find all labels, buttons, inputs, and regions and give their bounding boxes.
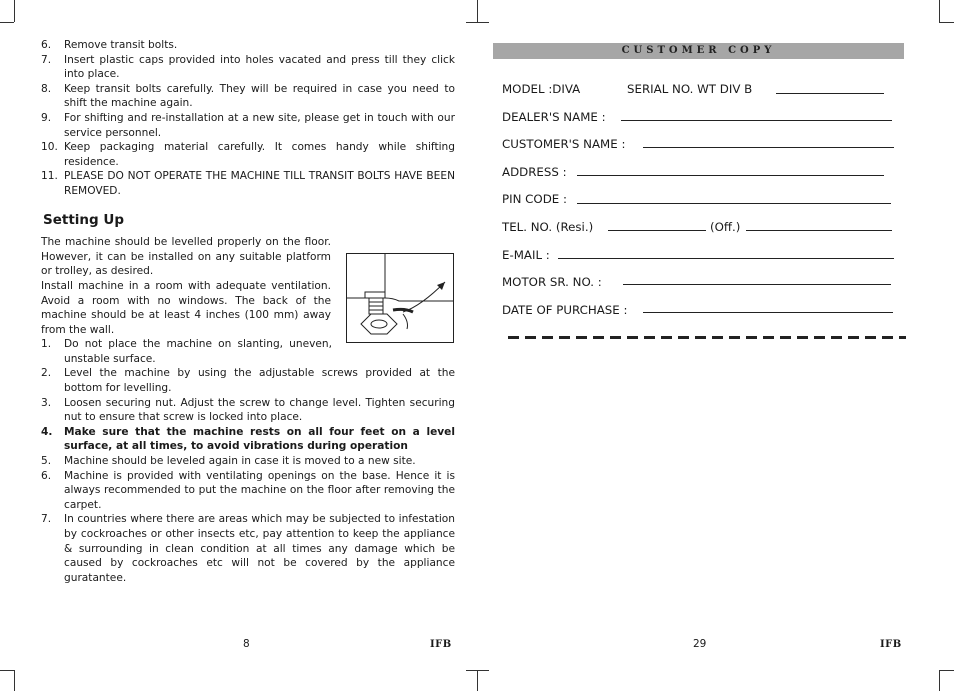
motor-sr-field[interactable] [623,284,891,285]
pin-code-field[interactable] [577,203,891,204]
serial-number-field[interactable] [776,93,884,94]
crop-mark [14,670,15,691]
crop-mark [466,670,489,671]
cut-line [508,336,906,339]
model-label: MODEL :DIVA [502,82,581,96]
brand-logo: IFB [880,639,902,650]
crop-mark [14,0,15,22]
list-item: 11. PLEASE DO NOT OPERATE THE MACHINE TILL TRANSIT BOLTS HAVE BEEN REMOVED. [41,170,455,197]
intro-paragraph: The machine should be levelled properly on the floor. However, it can be installed on any suitable platform or trolley, as desired. [41,236,331,278]
levelling-foot-illustration [346,253,454,343]
crop-mark [939,670,940,691]
purchase-date-label: DATE OF PURCHASE : [502,303,628,317]
page-number: 8 [243,638,250,650]
purchase-date-field[interactable] [643,312,893,313]
tel-off-field[interactable] [746,230,892,231]
email-field[interactable] [558,258,894,259]
list-item: 1. Do not place the machine on slanting, uneven, unstable surface. [41,338,332,365]
pin-code-label: PIN CODE : [502,192,567,206]
tel-resi-label: TEL. NO. (Resi.) [502,220,594,234]
list-item: 6. Remove transit bolts. [41,39,178,51]
crop-mark [939,0,940,22]
crop-mark [0,670,14,671]
brand-logo: IFB [430,639,452,650]
list-item: 7. Insert plastic caps provided into holes vacated and press till they click into place. [41,53,455,81]
tel-off-label: (Off.) [710,220,741,234]
crop-mark [939,22,954,23]
customer-name-field[interactable] [643,147,894,148]
crop-mark [477,0,478,22]
setup-steps-list [41,337,455,585]
email-label: E-MAIL : [502,248,550,262]
list-item: 4. Make sure that the machine rests on all four feet on a level surface, at all times, to avoid vibrations during operation [41,425,455,453]
tel-resi-field[interactable] [608,230,706,231]
section-title: Setting Up [43,211,125,228]
dealer-name-field[interactable] [621,120,892,121]
serial-label: SERIAL NO. WT DIV B [627,82,753,96]
list-item: 3. Loosen securing nut. Adjust the screw to change level. Tighten securing nut to ensure that screw is locked into place. [41,396,455,424]
address-field[interactable] [577,175,884,176]
motor-sr-label: MOTOR SR. NO. : [502,275,602,289]
crop-mark [939,670,954,671]
transit-steps-list [41,38,455,199]
crop-mark [0,22,14,23]
list-item: 8. Keep transit bolts carefully. They will be required in case you need to shift the machine again. [41,82,455,110]
list-item: 10. Keep packaging material carefully. It comes handy while shifting residence. [41,141,455,168]
customer-name-label: CUSTOMER'S NAME : [502,137,626,151]
crop-mark [466,22,489,23]
address-label: ADDRESS : [502,165,567,179]
list-item: 5. Machine should be leveled again in case it is moved to a new site. [41,455,416,468]
dealer-name-label: DEALER'S NAME : [502,110,606,124]
page-number: 29 [693,638,707,650]
levelling-foot-drawing [347,254,453,342]
ventilation-paragraph: Install machine in a room with adequate ventilation. Avoid a room with no windows. The back of the machine should be at least 4 inches (100 mm) away from the wall. [41,279,331,336]
list-item: 2. Level the machine by using the adjustable screws provided at the bottom for levelling. [41,367,455,395]
crop-mark [477,670,478,691]
list-item: 9. For shifting and re-installation at a new site, please get in touch with our service personnel. [41,111,455,139]
customer-copy-banner: CUSTOMER COPY [493,43,904,59]
list-item: 6. Machine is provided with ventilating openings on the base. Hence it is always recommended to put the machine on the floor after removing the carpet. [41,469,455,511]
list-item: 7. In countries where there are areas which may be subjected to infestation by cockroaches or other insects etc, pay attention to keep the appliance & surrounding in clean condition at all times any damage which be caused by cockroaches etc will not be covered by the appliance guratantee. [41,513,455,584]
